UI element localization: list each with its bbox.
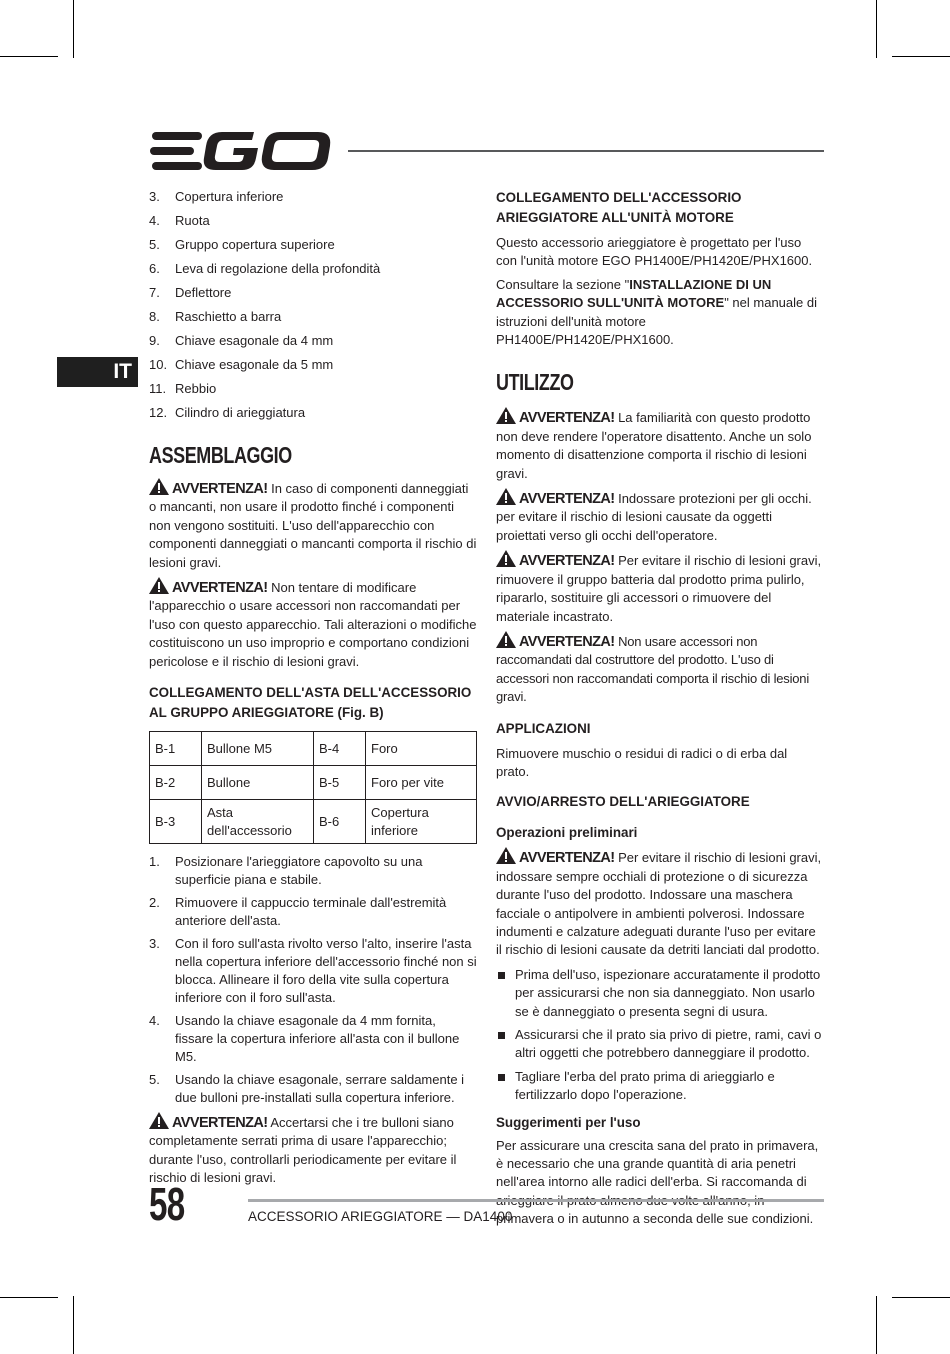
- subsection-title: APPLICAZIONI: [496, 720, 591, 736]
- crop-mark: [892, 1297, 950, 1298]
- warning-triangle-icon: [149, 577, 169, 594]
- subsection-title: COLLEGAMENTO DELL'ASTA DELL'ACCESSORIO AL GRUPPO ARIEGGIATORE (Fig. B): [149, 685, 472, 721]
- list-item: 5. Usando la chiave esagonale, serrare saldamente i due bulloni pre-installati sulla copertura inferiore.: [149, 1072, 465, 1106]
- warning-triangle-icon: [149, 478, 169, 495]
- warning-paragraph: [496, 631, 824, 707]
- warning-label: AVVERTENZA!: [519, 633, 615, 650]
- crop-mark: [73, 0, 74, 58]
- warning-paragraph: [149, 1112, 477, 1188]
- table-cell: B-3: [150, 800, 202, 844]
- warning-label: AVVERTENZA!: [172, 1115, 268, 1132]
- paragraph: Per assicurare una crescita sana del prato in primavera, è necessario che una grande quantità di aria penetri nell'area intorno alle radici dell'erba. Si raccomanda di primavera o in autunno a seconda delle sue condizioni.: [496, 1137, 819, 1227]
- crop-mark: [876, 1296, 877, 1354]
- crop-mark: [892, 56, 950, 57]
- paragraph: Questo accessorio arieggiatore è progettato per l'uso con l'unità motore EGO PH1400E/PH1420E/PHX1600.: [496, 235, 813, 269]
- warning-paragraph: [496, 847, 824, 959]
- list-item: 9. Chiave esagonale da 4 mm: [149, 333, 334, 348]
- warning-label: AVVERTENZA!: [519, 553, 615, 570]
- list-item: 12. Cilindro di arieggiatura: [149, 405, 306, 420]
- header-rule: [348, 150, 824, 152]
- table-row: [150, 800, 477, 844]
- list-item: 4. Ruota: [149, 213, 210, 228]
- list-item: 3. Copertura inferiore: [149, 189, 284, 204]
- warning-triangle-icon: [149, 1112, 169, 1129]
- section-title-assembly: ASSEMBLAGGIO: [149, 442, 292, 468]
- list-item: Assicurarsi che il prato sia privo di pietre, rami, cavi o altri oggetti che potrebbero danneggiare il prodotto.: [496, 1026, 824, 1063]
- list-item: 2. Rimuovere il cappuccio terminale dall'estremità anteriore dell'asta.: [149, 895, 447, 929]
- list-item: 11. Rebbio: [149, 381, 217, 396]
- crop-mark: [876, 0, 877, 58]
- list-item: Prima dell'uso, ispezionare accuratamente il prodotto per assicurarsi che non sia danneggiato. Non usarlo se è danneggiato o presenta segni di usura.: [496, 966, 824, 1021]
- list-item: 6. Leva di regolazione della profondità: [149, 261, 381, 276]
- warning-text: Indossare protezioni per gli occhi. per evitare il rischio di lesioni causate da oggetti proiettati verso gli occhi dell'operatore.: [496, 491, 812, 543]
- list-item: 5. Gruppo copertura superiore: [149, 237, 335, 252]
- table-cell: Foro: [366, 732, 477, 766]
- warning-triangle-icon: [496, 631, 516, 648]
- bullet-square-icon: [498, 1074, 505, 1081]
- right-column: [496, 188, 824, 1229]
- warning-paragraph: [149, 478, 477, 572]
- parts-list: [149, 188, 477, 422]
- warning-text: In caso di componenti danneggiati o mancanti, non usare il prodotto finché i componenti non vengono sostituiti. L'uso dell'apparecchio con componenti danneggiati o mancanti comporta il rischio di lesioni gravi.: [149, 481, 477, 570]
- language-tab: IT: [57, 357, 138, 387]
- warning-label: AVVERTENZA!: [172, 481, 268, 497]
- table-cell: Asta dell'accessorio: [202, 800, 314, 844]
- crop-mark: [0, 56, 58, 57]
- list-item: 3. Con il foro sull'asta rivolto verso l'alto, inserire l'asta nella copertura inferiore dell'accessorio finché non si blocca. Allineare il foro della vite sulla copertura inferiore con il foro sull'asta.: [149, 936, 477, 1006]
- list-item: 8. Raschietto a barra: [149, 309, 282, 324]
- ego-logo: [150, 130, 332, 172]
- list-item: 7. Deflettore: [149, 285, 232, 300]
- warning-paragraph: [496, 407, 824, 483]
- table-cell: B-1: [150, 732, 202, 766]
- warning-paragraph: [496, 488, 824, 545]
- parts-table: [149, 731, 477, 844]
- warning-triangle-icon: [496, 488, 516, 505]
- list-item: Tagliare l'erba del prato prima di arieggiarlo e fertilizzarlo dopo l'operazione.: [496, 1068, 824, 1105]
- table-row: [150, 732, 477, 766]
- warning-text: Per evitare il rischio di lesioni gravi, indossare sempre occhiali di protezione o di sicurezza durante l'uso del prodotto. Indossare una maschera facciale o antipolvere in ambienti polverosi. Indossare indumenti e calzature adeguati durante l'uso per evitare il rischio di lesioni causate da detriti lanciati dal prodotto.: [496, 850, 822, 958]
- bullet-square-icon: [498, 972, 505, 979]
- subsection-title: Suggerimenti per l'uso: [496, 1114, 641, 1130]
- left-column: [149, 188, 477, 1188]
- warning-label: AVVERTENZA!: [519, 410, 615, 427]
- paragraph: Consultare la sezione "INSTALLAZIONE DI UN ACCESSORIO SULL'UNITÀ MOTORE" nel manuale di istruzioni dell'unità motore PH1400E/PH1420E/PHX1600.: [496, 276, 817, 348]
- table-cell: Bullone: [202, 766, 314, 800]
- section-title-use: UTILIZZO: [496, 369, 574, 396]
- warning-label: AVVERTENZA!: [519, 491, 615, 508]
- warning-triangle-icon: [496, 847, 516, 864]
- warning-text: Per evitare il rischio di lesioni gravi, rimuovere il gruppo batteria dal prodotto prima pulirlo, ripararlo, sostituire gli accessori o rimuovere del materiale incastrato.: [496, 553, 822, 624]
- paragraph: Rimuovere muschio o residui di radici o di erba dal prato.: [496, 745, 788, 779]
- table-cell: Bullone M5: [202, 732, 314, 766]
- bullet-square-icon: [498, 1032, 505, 1039]
- bullet-list: [496, 966, 824, 1105]
- table-cell: Copertura inferiore: [366, 800, 477, 844]
- subsection-title: COLLEGAMENTO DELL'ACCESSORIO ARIEGGIATORE ALL'UNITÀ MOTORE: [496, 190, 742, 225]
- list-item: 1. Posizionare l'arieggiatore capovolto su una superficie piana e stabile.: [149, 854, 423, 888]
- warning-label: AVVERTENZA!: [172, 580, 268, 597]
- list-item: 10. Chiave esagonale da 5 mm: [149, 357, 334, 372]
- warning-text: Non tentare di modificare l'apparecchio o usare accessori non raccomandati per l'uso con questo apparecchio. Tali alterazioni o modifiche costituiscono un uso improprio e comportano condizioni pericolose e il rischio di lesioni gravi.: [149, 580, 477, 669]
- table-cell: B-6: [314, 800, 366, 844]
- table-cell: Foro per vite: [366, 766, 477, 800]
- warning-triangle-icon: [496, 550, 516, 567]
- crop-mark: [73, 1296, 74, 1354]
- warning-label: AVVERTENZA!: [519, 850, 615, 867]
- assembly-steps: [149, 853, 477, 1107]
- crop-mark: [0, 1297, 58, 1298]
- page-number: 58: [149, 1178, 185, 1230]
- warning-text: Accertarsi che i tre bulloni siano completamente serrati prima di usare l'apparecchio; durante l'uso, controllarli periodicamente per evitare il rischio di lesioni gravi.: [149, 1115, 457, 1186]
- warning-paragraph: [496, 550, 824, 626]
- table-row: [150, 766, 477, 800]
- table-cell: B-2: [150, 766, 202, 800]
- warning-text: Non usare accessori non raccomandati dal costruttore del prodotto. L'uso di accessori non raccomandati comporta il rischio di lesioni gravi.: [496, 633, 810, 705]
- footer-rule: [248, 1199, 824, 1202]
- table-cell: B-4: [314, 732, 366, 766]
- table-cell: B-5: [314, 766, 366, 800]
- warning-text: La familiarità con questo prodotto non deve rendere l'operatore disattento. Anche un solo momento di disattenzione comporta il rischio di lesioni gravi.: [496, 410, 812, 481]
- warning-paragraph: [149, 577, 477, 671]
- subsection-title: AVVIO/ARRESTO DELL'ARIEGGIATORE: [496, 794, 750, 810]
- warning-triangle-icon: [496, 407, 516, 424]
- subsection-title: Operazioni preliminari: [496, 825, 638, 841]
- list-item: 4. Usando la chiave esagonale da 4 mm fornita, fissare la copertura inferiore all'asta con il bullone M5.: [149, 1013, 460, 1065]
- footer-title: ACCESSORIO ARIEGGIATORE — DA1400: [248, 1209, 513, 1224]
